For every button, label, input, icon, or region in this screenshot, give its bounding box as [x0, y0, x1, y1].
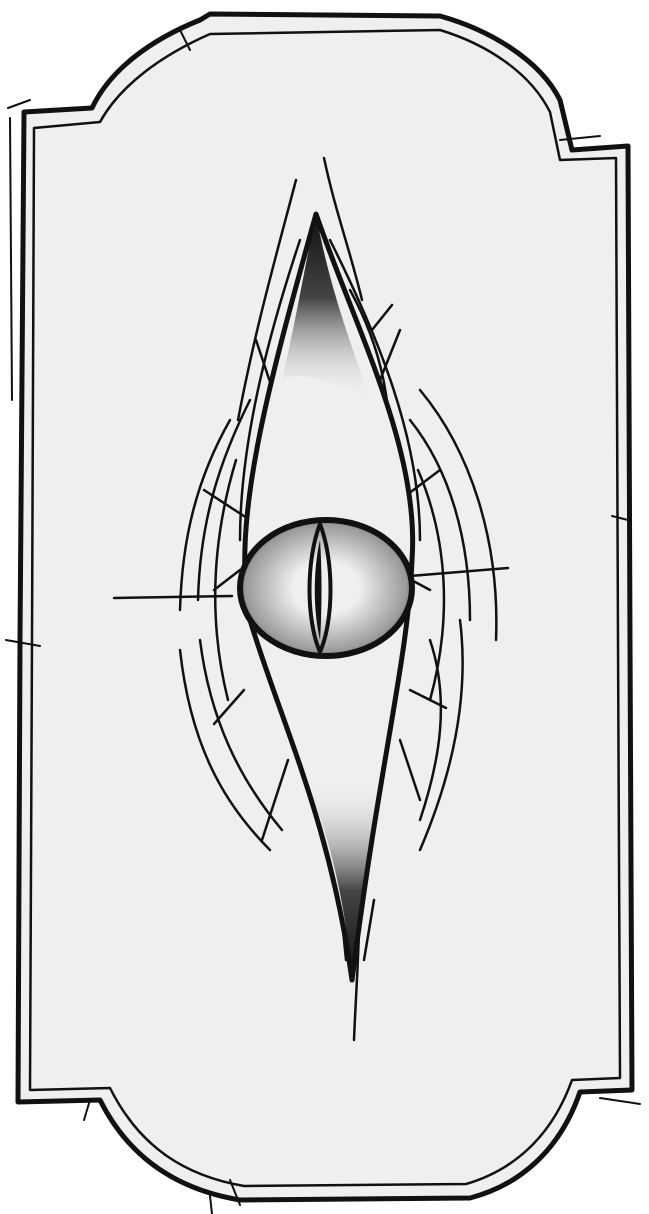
- pupil-slit: [240, 520, 412, 656]
